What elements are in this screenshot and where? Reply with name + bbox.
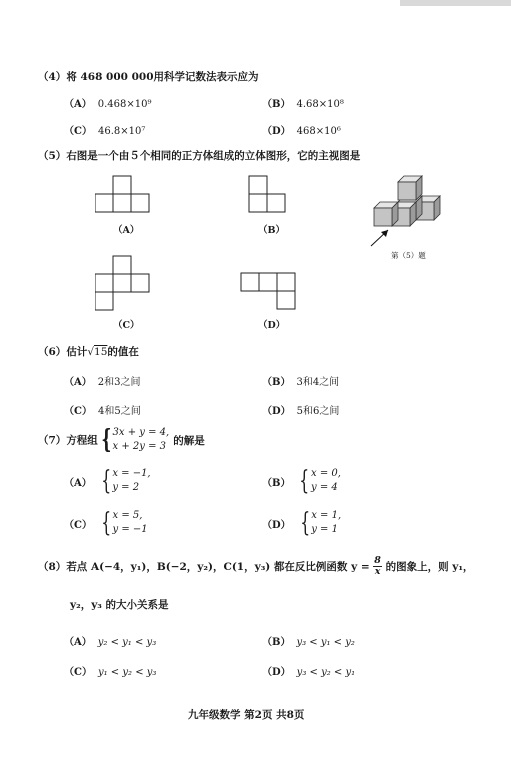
q8-option-d: （D） y₃ < y₂ < y₁ (262, 667, 356, 678)
q5-figure-a (95, 175, 155, 217)
question-4 (38, 69, 259, 84)
question-5: （5）右图是一个由５个相同的正方体组成的立体图形，它的主视图是 (38, 150, 361, 162)
q5-label-c: （C） (113, 320, 140, 331)
q6-option-c: （C） 4和5之间 (64, 406, 141, 417)
q4-option-d: （D） 468×10⁶ (262, 126, 341, 137)
question-text: 将 468 000 000用科学记数法表示应为 (66, 71, 259, 83)
fraction-8-over-x: $\frac{8}{x}$ (374, 555, 381, 577)
q7-option-b: （B） { x = 0, y = 4 (262, 466, 341, 496)
q5-3d-cube-figure (368, 172, 442, 252)
q6-option-d: （D） 5和6之间 (262, 406, 340, 417)
q5-label-a: （A） (113, 225, 140, 236)
q4-option-b: （B） 4.68×10⁸ (262, 99, 344, 110)
question-7: （7）方程组 { 3x + y = 4, x + 2y = 3 的解是 (38, 425, 205, 455)
q5-label-d: （D） (258, 320, 286, 331)
q5-figure-caption: 第（5）题 (391, 251, 426, 260)
question-number: （4） (38, 71, 67, 83)
q4-option-c: （C） 46.8×10⁷ (64, 126, 146, 137)
q4-option-a: （A） 0.468×10⁹ (64, 99, 152, 110)
page-footer: 九年级数学 第2页 共8页 (188, 709, 305, 721)
question-8-line2: y₂，y₃ 的大小关系是 (70, 599, 169, 611)
q5-figure-d (240, 272, 300, 312)
question-6: （6）估计√15的值在 (38, 346, 139, 358)
q6-option-a: （A） 2和3之间 (64, 377, 141, 388)
q7-option-d: （D） { x = 1, y = 1 (262, 508, 342, 538)
q8-option-b: （B） y₃ < y₁ < y₂ (262, 637, 355, 648)
page-edge-shadow (400, 0, 511, 6)
q5-figure-c (95, 255, 155, 313)
q8-option-a: （A） y₂ < y₁ < y₃ (64, 637, 157, 648)
q7-option-c: （C） { x = 5, y = −1 (64, 508, 148, 538)
q8-option-c: （C） y₁ < y₂ < y₃ (64, 667, 157, 678)
radicand: 15 (94, 346, 108, 358)
q5-figure-b (248, 175, 290, 217)
q7-option-a: （A） { x = −1, y = 2 (64, 466, 151, 496)
question-8: （8）若点 A(−4，y₁)，B(−2，y₂)，C(1，y₃) 都在反比例函数 y = $\frac{8}{x}$ 的图象上，则 y₁， (38, 555, 474, 577)
q6-option-b: （B） 3和4之间 (262, 377, 340, 388)
q5-label-b: （B） (258, 225, 286, 236)
